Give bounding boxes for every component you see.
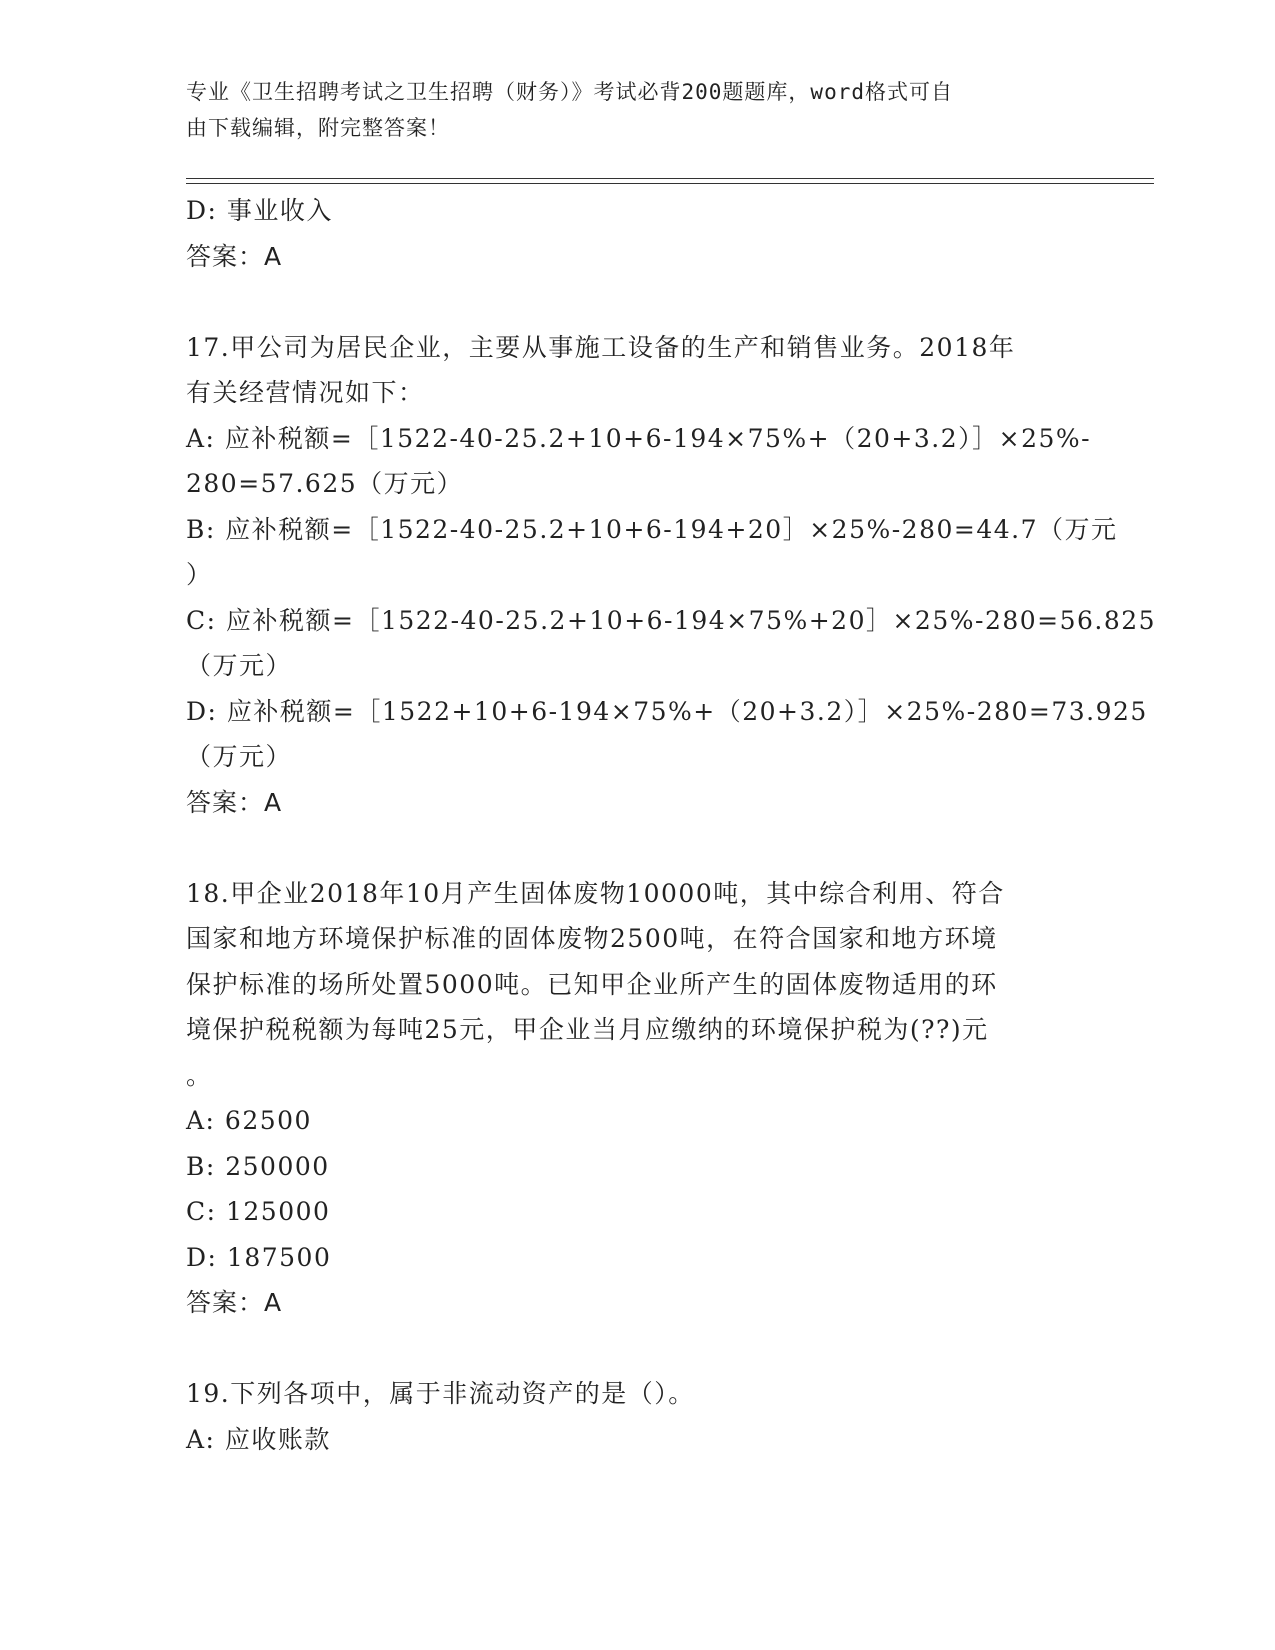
q17-option-d-line-1: D: 应补税额=［1522+10+6-194×75%+（20+3.2）］×25%-280=73.925 — [186, 696, 1148, 726]
q17-option-b-line-1: B: 应补税额=［1522-40-25.2+10+6-194+20］×25%-280=44.7（万元 — [186, 514, 1118, 544]
spacer — [186, 1326, 1086, 1372]
q16-option-d: D: 事业收入 — [186, 196, 333, 225]
q18-question-line-4: 境保护税税额为每吨25元，甲企业当月应缴纳的环境保护税为(??)元 — [186, 1015, 989, 1044]
q18-question-line-3: 保护标准的场所处置5000吨。已知甲企业所产生的固体废物适用的环 — [186, 969, 998, 999]
header-line-1: 专业《卫生招聘考试之卫生招聘（财务）》考试必背200题题库，word格式可自 — [186, 80, 953, 104]
header-divider-bottom — [186, 183, 1154, 184]
q18-question-line-5: 。 — [186, 1060, 213, 1090]
spacer — [186, 279, 1086, 325]
q18-question-line-2: 国家和地方环境保护标准的固体废物2500吨，在符合国家和地方环境 — [186, 924, 998, 953]
q18-option-c: C: 125000 — [186, 1197, 331, 1226]
document-body — [186, 188, 1157, 1462]
q19-option-a: A: 应收账款 — [186, 1424, 331, 1454]
q17-question-line-1: 17.甲公司为居民企业，主要从事施工设备的生产和销售业务。2018年 — [186, 332, 1016, 362]
q16-answer: 答案：A — [186, 241, 283, 271]
document-header — [186, 74, 1066, 146]
q17-option-d-line-2: （万元） — [186, 742, 293, 771]
q18-question-line-1: 18.甲企业2018年10月产生固体废物10000吨，其中综合利用、符合 — [186, 878, 1005, 908]
q19-question-line-1: 19.下列各项中，属于非流动资产的是（）。 — [186, 1379, 695, 1408]
question-18 — [186, 871, 1086, 1326]
q18-answer: 答案：A — [186, 1288, 283, 1317]
q18-option-d: D: 187500 — [186, 1242, 332, 1272]
q18-option-b: B: 250000 — [186, 1151, 330, 1181]
q17-answer: 答案：A — [186, 787, 283, 817]
q18-option-a: A: 62500 — [186, 1106, 312, 1135]
header-divider-top — [186, 178, 1154, 179]
question-17 — [186, 325, 1157, 826]
question-16-tail — [186, 188, 1086, 279]
spacer — [186, 825, 1086, 871]
q17-option-c-line-2: （万元） — [186, 651, 293, 680]
q17-option-b-line-2: ） — [186, 560, 213, 589]
q17-question-line-2: 有关经营情况如下： — [186, 378, 425, 407]
q17-option-c-line-1: C: 应补税额=［1522-40-25.2+10+6-194×75%+20］×25%-280=56.825 — [186, 605, 1157, 635]
header-line-2: 由下载编辑，附完整答案！ — [186, 116, 450, 140]
question-19 — [186, 1371, 1086, 1462]
q17-option-a-line-2: 280=57.625（万元） — [186, 469, 464, 498]
q17-option-a-line-1: A: 应补税额=［1522-40-25.2+10+6-194×75%+（20+3.2）］×25%- — [186, 423, 1092, 453]
